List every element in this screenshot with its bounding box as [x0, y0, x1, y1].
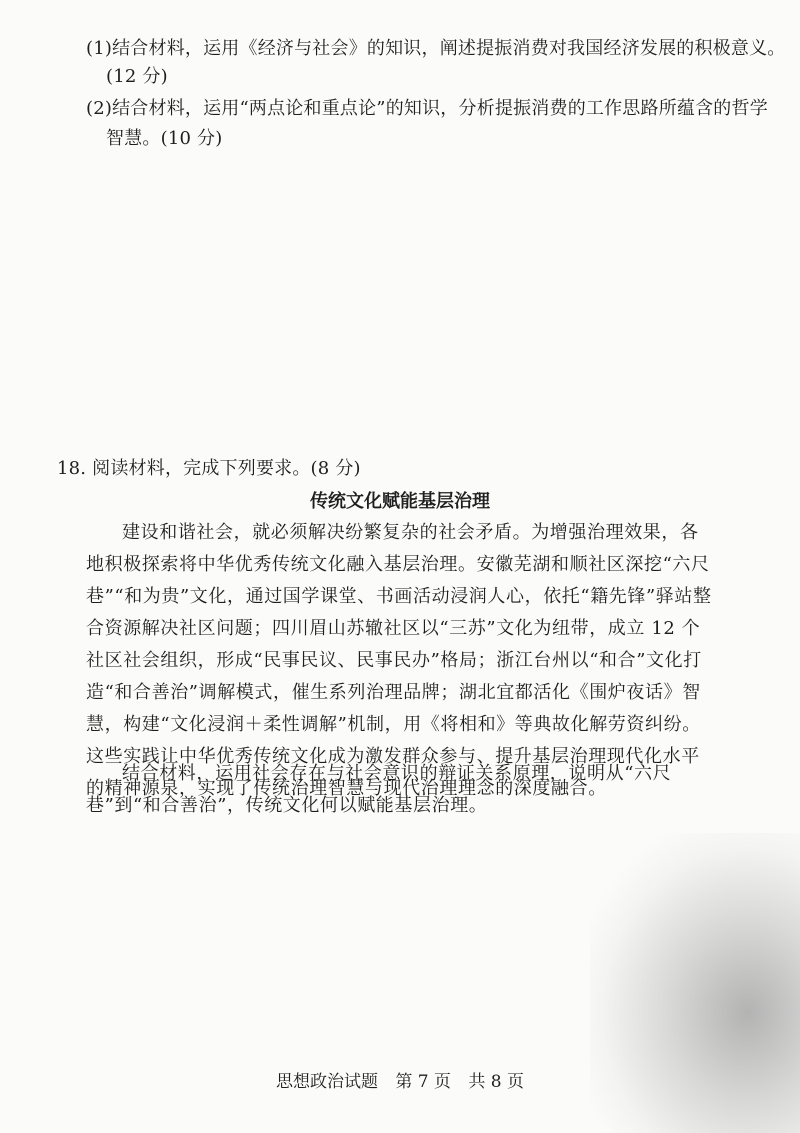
- footer-page-number: 第 7 页: [395, 1072, 451, 1092]
- material-title: 传统文化赋能基层治理: [310, 491, 490, 512]
- question-17-2-line-2: 智慧。(10 分): [106, 128, 223, 149]
- page-footer: [0, 1071, 800, 1093]
- question-18-heading: 18. 阅读材料，完成下列要求。(8 分): [57, 458, 361, 479]
- question-17-1-line-1: (1)结合材料，运用《经济与社会》的知识，阐述提振消费对我国经济发展的积极意义。: [86, 38, 786, 59]
- footer-total-pages: 共 8 页: [468, 1072, 525, 1092]
- footer-subject: 思想政治试题: [275, 1072, 378, 1092]
- question-17-2-line-1: (2)结合材料，运用“两点论和重点论”的知识，分析提振消费的工作思路所蕴含的哲学: [86, 98, 768, 119]
- question-17-1-score: (12 分): [106, 66, 168, 87]
- question-18-prompt: 结合材料，运用社会存在与社会意识的辩证关系原理，说明从“六尺巷”到“和合善治”，传统文化何以赋能基层治理。: [86, 763, 672, 816]
- material-paragraph: 建设和谐社会，就必须解决纷繁复杂的社会矛盾。为增强治理效果，各地积极探索将中华优秀传统文化融入基层治理。安徽芜湖和顺社区深挖“六尺巷”“和为贵”文化，通过国学课堂、书画活动浸润人心，依托“籍先锋”驿站整合资源解决社区问题；四川眉山苏辙社区以“三苏”文化为纽带，成立 12 个社区社会组织，形成“民事民议、民事民办”格局；浙江台州以“和合”文化打造“和合善治”调解模式，催生系列治理品牌；湖北宜都活化《围炉夜话》智慧，构建“文化浸润＋柔性调解”机制，用《将相和》等典故化解劳资纠纷。这些实践让中华优秀传统文化成为激发群众参与、提升基层治理现代化水平的精神源泉，实现了传统治理智慧与现代治理理念的深度融合。: [86, 522, 712, 799]
